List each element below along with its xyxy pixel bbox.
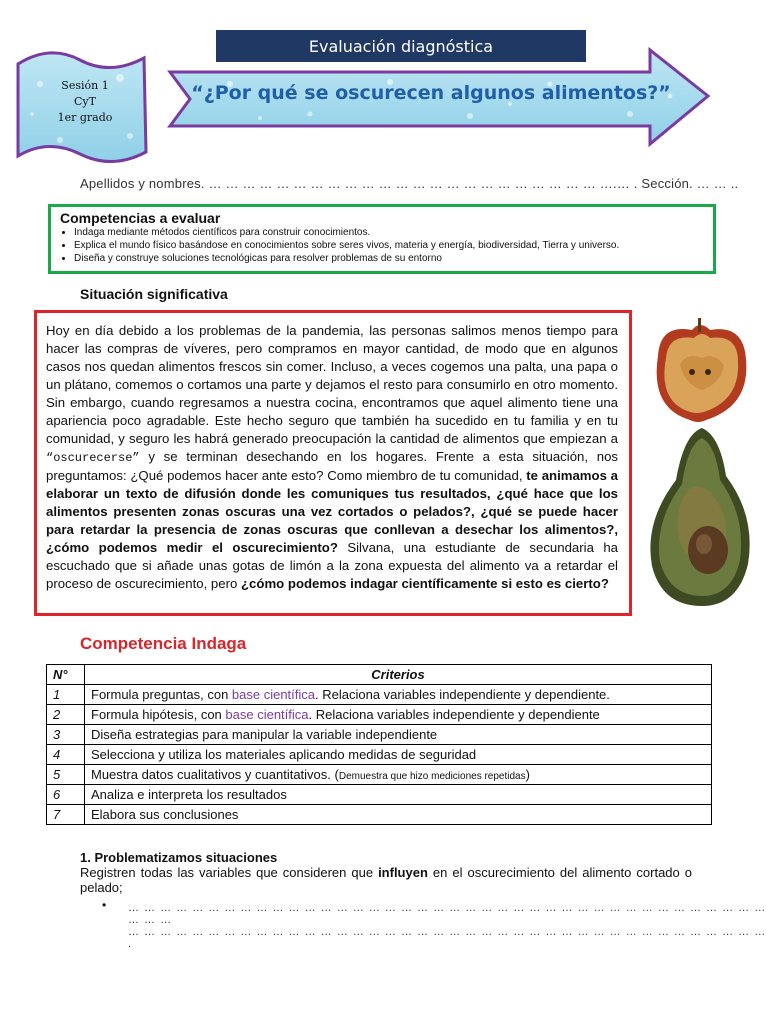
answer-line-2[interactable]: … … … … … … … … … … … … … … … … … … … … … … … … … … … … … … … … … … … … … … … … . bbox=[128, 926, 767, 950]
situacion-p3: Silvana, una estudiante de secundaria ha escuchado que si añade unas gotas de limón a la zona expuesta del alimento va a retardar el proceso de oscurecimiento, pero bbox=[46, 540, 618, 591]
apple-half-image bbox=[657, 318, 747, 422]
avocado-half-image bbox=[650, 428, 749, 606]
row-number: 6 bbox=[47, 785, 85, 805]
prob-text-post: en el oscurecimiento del alimento cortado o pelado; bbox=[80, 865, 692, 895]
oxidized-food-image bbox=[640, 316, 760, 616]
row-criterio: Analiza e interpreta los resultados bbox=[85, 785, 712, 805]
row-criterio: Selecciona y utiliza los materiales aplicando medidas de seguridad bbox=[85, 745, 712, 765]
session-number: Sesión 1 bbox=[61, 79, 109, 92]
answer-line-1[interactable]: … … … … … … … … … … … … … … … … … … … … … … … … … … … … … … … … … … … … … … … … … … … bbox=[128, 902, 767, 926]
criterios-table bbox=[46, 664, 712, 825]
situacion-bold1: te animamos a elaborar un texto de difusión donde les comuniques tus resultados, ¿qué hace que los alimentos presenten zonas oscuras una vez cortados o pelados?, ¿qué se puede hacer para retardar la presencia de zonas oscuras que conllevan a desechar los alimentos?, ¿cómo podemos medir el oscurecimiento? bbox=[46, 468, 619, 555]
prob-text-pre: Registren todas las variables que consideren que bbox=[80, 865, 379, 880]
problematizamos-title: 1. Problematizamos situaciones bbox=[80, 850, 278, 865]
criterio-note: Demuestra que hizo mediciones repetidas bbox=[338, 771, 526, 782]
criterio-text-post: ) bbox=[525, 767, 530, 782]
table-row bbox=[47, 705, 712, 725]
student-name-line: Apellidos y nombres. … … … … … … … … … … … … … … … … … … … … … … … ….… . Sección. … … .. bbox=[80, 176, 739, 191]
row-number: 3 bbox=[47, 725, 85, 745]
row-number: 2 bbox=[47, 705, 85, 725]
criterio-text-post: . Relaciona variables independiente y dependiente. bbox=[315, 687, 610, 702]
session-course: CyT bbox=[74, 95, 96, 108]
table-row bbox=[47, 745, 712, 765]
table-row bbox=[47, 765, 712, 785]
row-criterio: Elabora sus conclusiones bbox=[85, 805, 712, 825]
row-number: 5 bbox=[47, 765, 85, 785]
table-header-row bbox=[47, 665, 712, 685]
criterio-text: Formula hipótesis, con bbox=[91, 707, 226, 722]
row-criterio: Diseña estrategias para manipular la variable independiente bbox=[85, 725, 712, 745]
col-num-header: N° bbox=[47, 665, 85, 685]
header-title: Evaluación diagnóstica bbox=[216, 30, 586, 62]
session-grade: 1er grado bbox=[57, 111, 113, 124]
table-row bbox=[47, 685, 712, 705]
answer-bullet: • bbox=[102, 898, 107, 912]
problematizamos-text bbox=[80, 865, 692, 895]
competencia-item: • Explica el mundo físico basándose en conocimientos sobre seres vivos, materia y energía, biodiversidad, Tierra y universo. bbox=[74, 239, 619, 252]
situacion-quoted: “oscurecerse” bbox=[46, 451, 140, 465]
situacion-text bbox=[46, 322, 618, 593]
competencias-title: Competencias a evaluar bbox=[60, 210, 221, 226]
situacion-p1: Hoy en día debido a los problemas de la pandemia, las personas salimos menos tiempo para hacer las compras de víveres, pero compramos en mayor cantidad, de modo que en algunos casos nos quedan alimentos frescos sin comer. Incluso, a veces cogemos una palta, una papa o un plátano, comemos o cortamos una parte y dejamos el resto para consumirlo en otro momento. Sin embargo, cuando regresamos a nuestra cocina, encontramos que aquel alimento tiene una apariencia poco agradable. Este hecho seguro que también ha sucedido en tu familia y en tu comunidad, y seguro les habrá generado preocupación la cantidad de alimentos que empiezan a bbox=[46, 323, 618, 446]
row-criterio bbox=[85, 685, 712, 705]
row-number: 7 bbox=[47, 805, 85, 825]
row-number: 4 bbox=[47, 745, 85, 765]
table-row bbox=[47, 725, 712, 745]
criterio-text: Muestra datos cualitativos y cuantitativos. ( bbox=[91, 767, 339, 782]
row-number: 1 bbox=[47, 685, 85, 705]
col-criterios-header: Criterios bbox=[85, 665, 712, 685]
competencia-indaga-title: Competencia Indaga bbox=[80, 634, 247, 653]
table-row bbox=[47, 805, 712, 825]
criterio-text-post: . Relaciona variables independiente y dependiente bbox=[308, 707, 600, 722]
competencias-list bbox=[58, 226, 619, 265]
criterio-highlight: base científica bbox=[225, 707, 309, 722]
table-row bbox=[47, 785, 712, 805]
criterio-text: Formula preguntas, con bbox=[91, 687, 232, 702]
situacion-p2: y se terminan desechando en los hogares. Frente a esta situación, nos preguntamos: ¿Qué podemos hacer ante esto? Como miembro de tu comunidad, bbox=[46, 449, 618, 483]
competencia-item: • Diseña y construye soluciones tecnológicas para resolver problemas de su entorno bbox=[74, 252, 619, 265]
situacion-title: Situación significativa bbox=[80, 286, 228, 302]
row-criterio bbox=[85, 705, 712, 725]
criterio-highlight: base científica bbox=[231, 687, 316, 702]
situacion-bold2: ¿cómo podemos indagar científicamente si esto es cierto? bbox=[241, 576, 609, 591]
session-info bbox=[30, 78, 140, 126]
banner-title: “¿Por qué se oscurecen algunos alimentos?” bbox=[191, 82, 671, 104]
row-criterio bbox=[85, 765, 712, 785]
competencia-item: • Indaga mediante métodos científicos para construir conocimientos. bbox=[74, 226, 619, 239]
prob-text-bold: influyen bbox=[378, 865, 428, 880]
